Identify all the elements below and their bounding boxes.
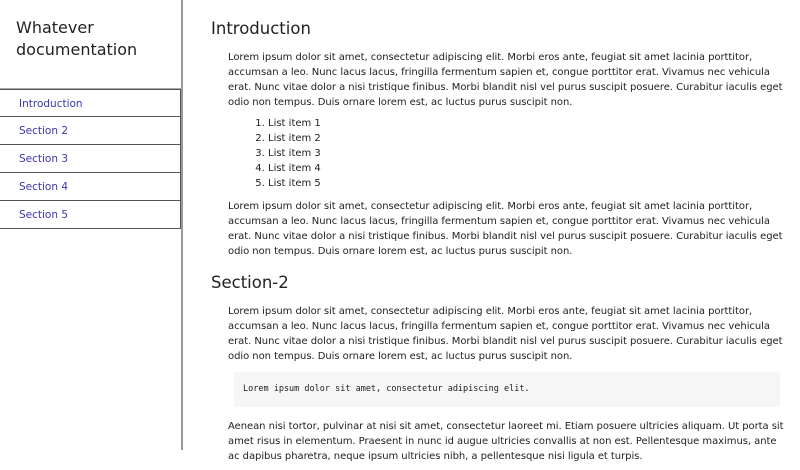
nav-link-section-5[interactable]: Section 5 [19, 209, 69, 221]
nav-item [0, 173, 181, 201]
paragraph: Aenean nisi tortor, pulvinar at nisi sit amet, consectetur laoreet mi. Etiam posuere ultricies aliquam. Ut porta sit amet risus in elementum. Praesent in nunc id augue ultricies convallis at non est. Pellentesque maximus, ante ac dapibus pharetra, neque ipsum ultricies nibh, a pellentesque nisi ligula et turpis. [228, 421, 784, 462]
list-item: 2. List item 2 [268, 131, 786, 146]
paragraph: Lorem ipsum dolor sit amet, consectetur adipiscing elit. Morbi eros ante, feugiat sit amet lacinia porttitor, accumsan a leo. Nunc lacus lacus, fringilla fermentum sapien et, congue porttitor erat. Vivamus nec vehicula erat. Nunc vitae dolor a nisi tristique finibus. Morbi blandit nisl vel purus suscipit posuere. Curabitur iaculis eget odio non tempus. Duis ornare lorem est, ac luctus purus suscipit non. [228, 201, 783, 257]
code-block: Lorem ipsum dolor sit amet, consectetur adipiscing elit. [234, 372, 780, 407]
section-introduction [211, 18, 786, 259]
paragraph: Lorem ipsum dolor sit amet, consectetur adipiscing elit. Morbi eros ante, feugiat sit amet lacinia porttitor, accumsan a leo. Nunc lacus lacus, fringilla fermentum sapien et, congue porttitor erat. Vivamus nec vehicula erat. Nunc vitae dolor a nisi tristique finibus. Morbi blandit nisl vel purus suscipit posuere. Curabitur iaculis eget odio non tempus. Duis ornare lorem est, ac luctus purus suscipit non. [228, 306, 783, 362]
section-heading: Introduction [211, 19, 311, 38]
nav-item [0, 117, 181, 145]
section-2 [211, 272, 786, 464]
section-heading: Section-2 [211, 273, 289, 292]
ordered-list [228, 116, 786, 191]
nav-link-section-2[interactable]: Section 2 [19, 125, 69, 137]
paragraph: Lorem ipsum dolor sit amet, consectetur adipiscing elit. Morbi eros ante, feugiat sit amet lacinia porttitor, accumsan a leo. Nunc lacus lacus, fringilla fermentum sapien et, congue porttitor erat. Vivamus nec vehicula erat. Nunc vitae dolor a nisi tristique finibus. Morbi blandit nisl vel purus suscipit posuere. Curabitur iaculis eget odio non tempus. Duis ornare lorem est, ac luctus purus suscipit non. [228, 52, 783, 108]
nav-list [0, 88, 181, 229]
nav-item [0, 89, 181, 117]
nav-link-section-4[interactable]: Section 4 [19, 181, 69, 193]
list-item: 1. List item 1 [268, 116, 786, 131]
list-item: 4. List item 4 [268, 161, 786, 176]
nav-title: Whatever documentation [16, 18, 138, 59]
navbar [0, 0, 183, 450]
nav-link-section-3[interactable]: Section 3 [19, 153, 69, 165]
list-item: 5. List item 5 [268, 176, 786, 191]
main-doc [211, 0, 786, 470]
nav-item [0, 145, 181, 173]
nav-link-introduction[interactable]: Introduction [19, 98, 83, 110]
nav-item [0, 201, 181, 229]
list-item: 3. List item 3 [268, 146, 786, 161]
